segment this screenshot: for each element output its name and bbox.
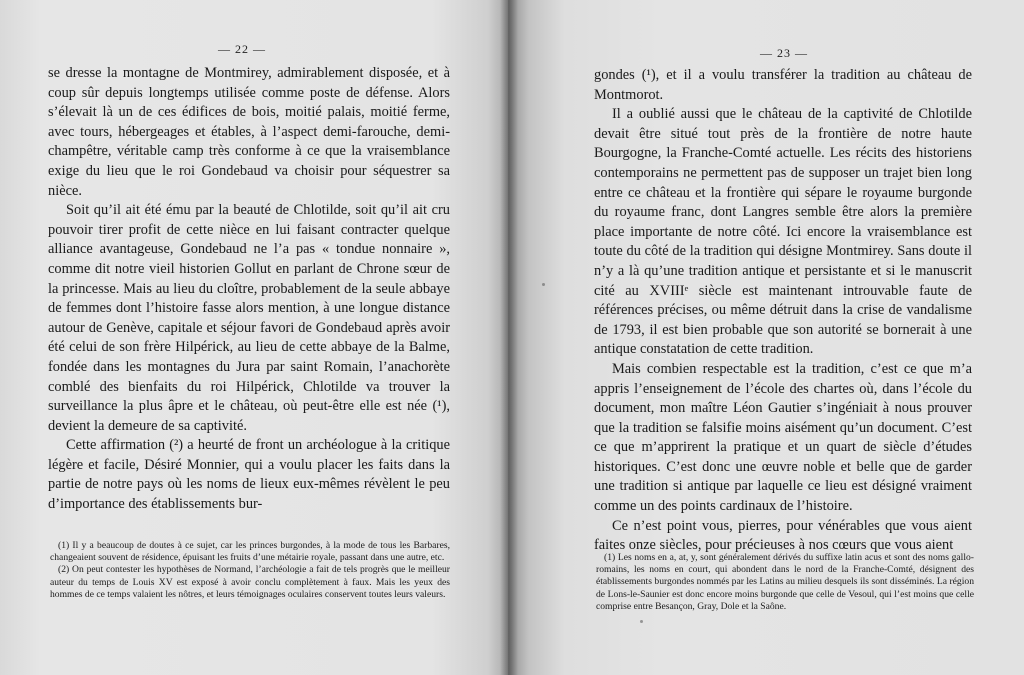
page-number-left: — 22 — bbox=[218, 42, 266, 56]
right-page-body bbox=[594, 66, 972, 556]
paper-speck bbox=[542, 283, 545, 286]
footnote-right-1: (1) Les noms en a, at, y, sont généralement dérivés du suffixe latin acus et sont des noms gallo-romains, les noms en court, qui abondent dans le nord de la Franche-Comté, désignent des établissements burgondes nommés par les Latins au milieu desquels ils sont disséminés. La région de Lons-le-Saunier est donc encore moins burgonde que celle de Vesoul, qui l’est moins que celle comprise entre Besançon, Gray, Dole et la Saône. bbox=[596, 552, 974, 612]
left-footnotes bbox=[50, 540, 450, 601]
left-page bbox=[0, 0, 508, 675]
left-page-body bbox=[48, 64, 450, 515]
left-paragraph-3: Cette affirmation (²) a heurté de front un archéologue à la critique légère et facile, Désiré Monnier, qui a voulu placer les faits dans la partie de notre pays où les noms de lieux eux-mêmes révèlent le peu d’importance des établissements bur- bbox=[48, 437, 450, 513]
book-gutter-shadow bbox=[500, 0, 518, 675]
page-number-right: — 23 — bbox=[760, 46, 808, 60]
right-page bbox=[508, 0, 1024, 675]
left-paragraph-2: Soit qu’il ait été ému par la beauté de Chlotilde, soit qu’il ait cru pouvoir tirer profit de cette nièce en lui faisant contracter quelque alliance avantageuse, Gondebaud ne l’a pas « tondue nonnaire », comme dit notre vieil historien Gollut en parlant de Chrone sœur de la princesse. Mais au lieu du cloître, probablement de la seule abbaye de femmes dont l’histoire fasse alors mention, à une longue distance autour de Genève, capitale et séjour favori de Gondebaud après avoir été celui de son frère Hilpérick, au lieu de cette abbaye de la Balme, fondée dans les montagnes du Jura par saint Romain, l’anachorète comblé des bienfaits du roi Hilpérick, Chlotilde va trouver la surveillance la plus âpre et le château, où peut-être elle est née (¹), devient la demeure de sa captivité. bbox=[48, 202, 450, 434]
right-footnotes bbox=[596, 552, 974, 613]
right-paragraph-1: gondes (¹), et il a voulu transférer la tradition au château de Montmorot. bbox=[594, 67, 972, 103]
paper-speck bbox=[640, 620, 643, 623]
footnote-left-1: (1) Il y a beaucoup de doutes à ce sujet, car les princes burgondes, à la mode de tous les Barbares, changeaient souvent de résidence, épuisant les fruits d’une métairie royale, passant dans une autre, etc. bbox=[50, 540, 450, 564]
right-paragraph-3: Mais combien respectable est la tradition, c’est ce que m’a appris l’enseignement de l’école des chartes où, dans l’école du document, mon maître Léon Gautier s’ingéniait à nous prouver que la tradition se falsifie moins aisément qu’un document. C’est ce que m’apprirent la pratique et un quart de siècle d’études historiques. C’est donc une œuvre noble et belle que de garder une tradition si antique par laquelle ce lieu est désigné vraiment comme un des points cardinaux de l’histoire. bbox=[594, 360, 972, 515]
right-paragraph-4: Ce n’est point vous, pierres, pour vénérables que vous aient faites onze siècles, pour précieuses à nos cœurs que vous aient bbox=[594, 517, 972, 554]
footnote-left-2: (2) On peut contester les hypothèses de Normand, l’archéologie a fait de tels progrès que le meilleur auteur du temps de Louis XV est exposé à avoir conclu complètement à faux. Mais les yeux des hommes de ce temps valaient les nôtres, et leurs témoignages oculaires conservent toutes leurs valeurs. bbox=[50, 564, 450, 600]
left-paragraph-1: se dresse la montagne de Montmirey, admirablement disposée, et à coup sûr depuis longtemps utilisée comme poste de défense. Alors s’élevait là un de ces édifices de bois, moitié palais, moitié ferme, avec tours, hébergeages et étables, à l’aspect demi-farouche, demi-champêtre, véritable camp très conforme à ce que la vraisemblance exige du lieu que le roi Gondebaud va choisir pour séquestrer sa nièce. bbox=[48, 65, 450, 199]
right-paragraph-2: Il a oublié aussi que le château de la captivité de Chlotilde devait être situé tout près de la frontière de notre haute Bourgogne, la Franche-Comté actuelle. Les récits des historiens contemporains ne permettent pas de supposer un trajet bien long entre ce château et la frontière qui sépare le royaume burgonde du royaume franc, dont Langres semble être alors la première place importante de notre côté. Ici encore la vraisemblance est toute du côté de la tradition qui désigne Montmirey. Sans doute il n’y a là qu’une tradition antique et persistante et si le manuscrit cité au XVIIIᵉ siècle est maintenant introuvable faute de références précises, ou même détruit dans la crise de vandalisme de 1793, il est bien probable que son autorité se bornerait à une antique constatation de cette tradition. bbox=[594, 106, 972, 358]
